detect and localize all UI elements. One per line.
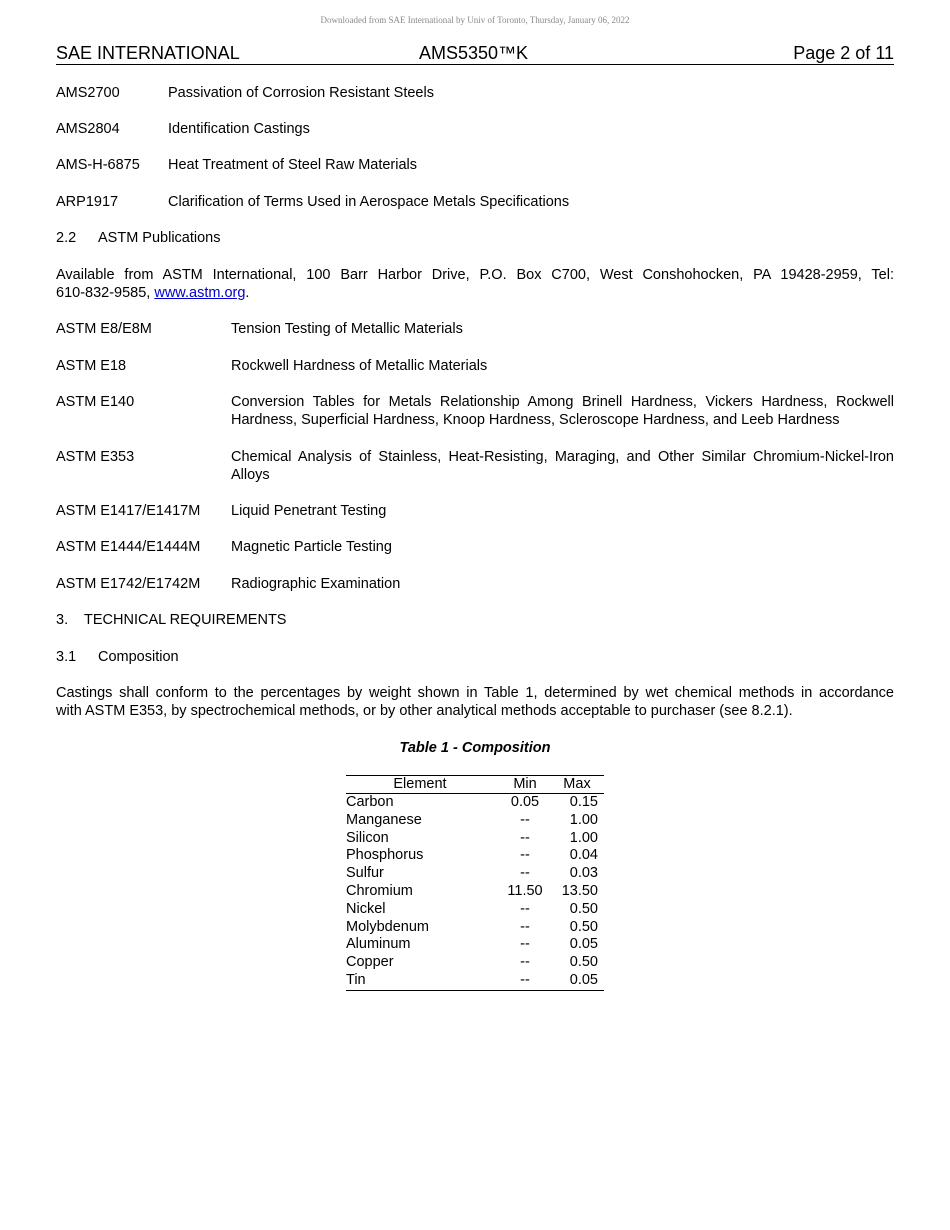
section-number: 2.2 (56, 230, 77, 246)
section-number: 3.1 (56, 649, 77, 665)
reference-title: Passivation of Corrosion Resistant Steels (168, 85, 434, 101)
element-cell: Chromium (346, 882, 413, 899)
reference-title: Magnetic Particle Testing (231, 539, 392, 555)
table-row (346, 812, 604, 830)
reference-code: ASTM E1742/E1742M (56, 576, 201, 592)
element-cell: Copper (346, 954, 394, 971)
reference-code: ASTM E140 (56, 394, 135, 410)
min-cell: 11.50 (507, 882, 543, 899)
element-cell: Aluminum (346, 936, 411, 953)
reference-code: AMS2700 (56, 85, 120, 101)
reference-title: Liquid Penetrant Testing (231, 503, 387, 519)
column-header-max: Max (556, 776, 604, 794)
min-cell: -- (520, 865, 530, 882)
max-cell: 0.50 (569, 900, 598, 917)
section-title: ASTM Publications (98, 230, 221, 246)
paragraph-line: with ASTM E353, by spectrochemical methods, or by other analytical methods acceptable to purchaser (see 8.2.1). (56, 703, 793, 719)
table-row (346, 883, 604, 901)
phone-text: 610-832-9585, (56, 285, 155, 301)
reference-code: ASTM E1444/E1444M (56, 539, 201, 555)
reference-title: Rockwell Hardness of Metallic Materials (231, 358, 488, 374)
table-header-row (346, 776, 604, 794)
element-cell: Silicon (346, 829, 389, 846)
min-cell: -- (520, 900, 530, 917)
min-cell: -- (520, 847, 530, 864)
astm-website-link[interactable]: www.astm.org (154, 285, 246, 301)
section-heading-3 (56, 611, 286, 629)
punctuation: . (245, 285, 250, 301)
element-cell: Phosphorus (346, 847, 424, 864)
header-doc-id: AMS5350™K (419, 43, 529, 63)
max-cell: 0.05 (556, 972, 604, 990)
reference-code: ARP1917 (56, 194, 119, 210)
header-page-number: Page 2 of 11 (793, 43, 894, 63)
reference-code: ASTM E353 (56, 449, 135, 465)
page-header (56, 43, 894, 65)
reference-title: Identification Castings (168, 121, 310, 137)
min-cell: -- (520, 918, 530, 935)
table-row (346, 794, 604, 812)
section-number: 3. (56, 612, 69, 628)
max-cell: 1.00 (569, 829, 598, 846)
astm-availability-paragraph (56, 266, 894, 302)
element-cell: Carbon (346, 794, 394, 810)
table-row (346, 972, 604, 990)
column-header-element: Element (346, 776, 494, 794)
reference-title: Clarification of Terms Used in Aerospace Metals Specifications (168, 194, 570, 210)
min-cell: -- (520, 829, 530, 846)
table-row (346, 936, 604, 954)
table-title: Table 1 - Composition (399, 740, 551, 756)
section-title: TECHNICAL REQUIREMENTS (84, 612, 287, 628)
reference-title: Heat Treatment of Steel Raw Materials (168, 157, 418, 173)
min-cell: -- (520, 954, 530, 971)
max-cell: 0.15 (569, 794, 598, 810)
element-cell: Manganese (346, 811, 422, 828)
table-row (346, 901, 604, 919)
max-cell: 0.05 (569, 936, 598, 953)
min-cell: 0.05 (510, 794, 540, 810)
reference-title: Conversion Tables for Metals Relationship Among Brinell Hardness, Vickers Hardness, Rockwell Hardness, Superficial Hardness, Knoop Hardness, Scleroscope Hardness, and Leeb Hardness (231, 394, 894, 428)
composition-table (346, 775, 604, 991)
section-title: Composition (98, 649, 179, 665)
element-cell: Molybdenum (346, 918, 430, 935)
reference-code: ASTM E18 (56, 358, 127, 374)
max-cell: 0.04 (569, 847, 598, 864)
paragraph-line: Available from ASTM International, 100 Barr Harbor Drive, P.O. Box C700, West Conshohocken, PA 19428-2959, Tel: (56, 267, 894, 283)
table-row (346, 847, 604, 865)
max-cell: 0.03 (569, 865, 598, 882)
download-watermark: Downloaded from SAE International by Univ of Toronto, Thursday, January 06, 2022 (320, 15, 630, 25)
reference-title: Radiographic Examination (231, 576, 401, 592)
max-cell: 1.00 (569, 811, 598, 828)
reference-code: AMS-H-6875 (56, 157, 140, 173)
section-heading-3-1 (56, 648, 179, 666)
min-cell: -- (520, 811, 530, 828)
section-heading-2-2 (56, 229, 221, 247)
paragraph-line: Castings shall conform to the percentages by weight shown in Table 1, determined by wet chemical methods in accordance (56, 685, 894, 701)
element-cell: Nickel (346, 900, 386, 917)
paragraph-line (56, 284, 894, 302)
max-cell: 0.50 (569, 954, 598, 971)
reference-code: ASTM E1417/E1417M (56, 503, 201, 519)
min-cell: -- (520, 936, 530, 953)
header-org: SAE INTERNATIONAL (56, 43, 240, 63)
column-header-min: Min (494, 776, 556, 794)
element-cell: Tin (346, 972, 494, 990)
min-cell: -- (494, 972, 556, 990)
table-row (346, 919, 604, 937)
reference-code: ASTM E8/E8M (56, 321, 152, 337)
table-row (346, 954, 604, 972)
table-row (346, 830, 604, 848)
reference-title: Chemical Analysis of Stainless, Heat-Resisting, Maraging, and Other Similar Chromium-Nickel-Iron Alloys (231, 449, 894, 483)
element-cell: Sulfur (346, 865, 384, 882)
max-cell: 0.50 (569, 918, 598, 935)
table-row (346, 865, 604, 883)
reference-title: Tension Testing of Metallic Materials (231, 321, 463, 337)
composition-paragraph (56, 684, 894, 720)
max-cell: 13.50 (561, 882, 598, 899)
reference-code: AMS2804 (56, 121, 120, 137)
